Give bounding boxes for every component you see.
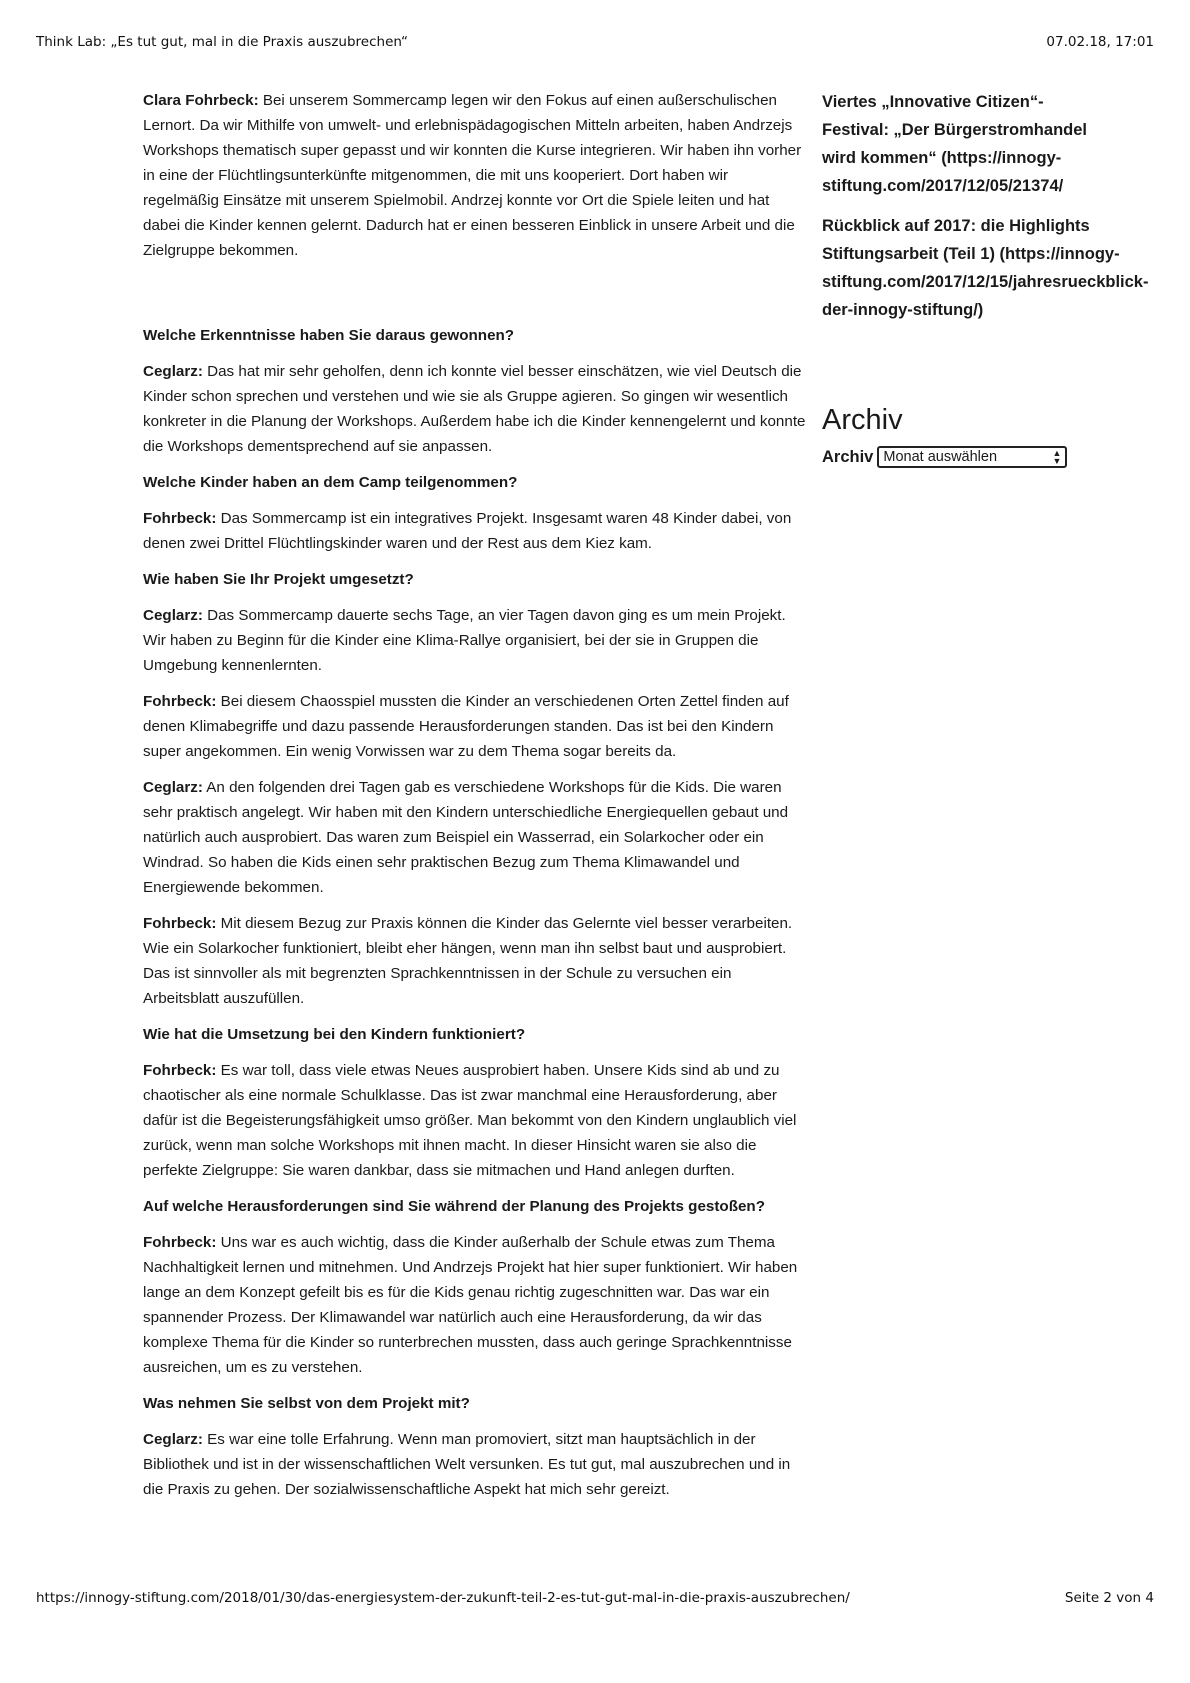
speaker-name: Fohrbeck: <box>143 1234 217 1251</box>
interview-answer <box>143 911 808 1011</box>
interview-answer <box>143 603 808 678</box>
archive-row <box>822 446 1092 468</box>
article-body <box>143 88 808 1513</box>
interview-answer <box>143 1427 808 1502</box>
select-arrows-icon: ▲ ▼ <box>1052 448 1062 466</box>
recent-post-line: wird kommen“ (https://innogy- <box>822 149 1062 167</box>
answer-text: Uns war es auch wichtig, dass die Kinder außerhalb der Schule etwas zum Thema Nachhaltigkeit lernen und mitnehmen. Und Andrzejs Projekt hat hier super funktioniert. Wir haben lange an dem Konzept gefeilt bis es für die Kids genau richtig zugeschnitten war. Das war ein spannender Prozess. Der Klimawandel war natürlich auch eine Herausforderung, da wir das komplexe Thema für die Kinder so runterbrechen mussten, dass auch geringe Sprachkenntnisse ausreichen, um es zu verstehen. <box>143 1234 798 1376</box>
interview-question: Auf welche Herausforderungen sind Sie während der Planung des Projekts gestoßen? <box>143 1198 765 1215</box>
interview-answer <box>143 88 808 263</box>
print-header-title: Think Lab: „Es tut gut, mal in die Praxis auszubrechen“ <box>36 34 408 50</box>
answer-text: Bei unserem Sommercamp legen wir den Fokus auf einen außerschulischen Lernort. Da wir Mithilfe von umwelt- und erlebnispädagogischen Mitteln arbeiten, haben Andrzejs Workshops thematisch super gepasst und wir konnten die Kurse integrieren. Wir haben ihn vorher in eine der Flüchtlingsunterkünfte mitgenommen, die mit uns kooperiert. Dort haben wir regelmäßig Einsätze mit unserem Spielmobil. Andrzej konnte vor Ort die Spiele leiten und hat dabei die Kinder kennen gelernt. Dadurch hat er einen besseren Einblick in unsere Arbeit und die Zielgruppe bekommen. <box>143 92 802 259</box>
recent-post-line: Stiftungsarbeit (Teil 1) (https://innogy- <box>822 245 1120 263</box>
answer-text: Mit diesem Bezug zur Praxis können die Kinder das Gelernte viel besser verarbeiten. Wie ein Solarkocher funktioniert, bleibt eher hängen, wenn man ihn selbst baut und ausprobiert. Das ist sinnvoller als mit begrenzten Sprachkenntnissen in der Schule zu versuchen ein Arbeitsblatt auszufüllen. <box>143 915 793 1007</box>
recent-post-line: stiftung.com/2017/12/05/21374/ <box>822 177 1064 195</box>
interview-answer <box>143 689 808 764</box>
recent-post-line: Viertes „Innovative Citizen“- <box>822 93 1044 111</box>
answer-text: An den folgenden drei Tagen gab es verschiedene Workshops für die Kids. Die waren sehr praktisch angelegt. Wir haben mit den Kindern unterschiedliche Energiequellen gebaut und natürlich auch ausprobiert. Das waren zum Beispiel ein Wasserrad, ein Solarkocher oder ein Windrad. So haben die Kids einen sehr praktischen Bezug zum Thema Klimawandel und Energiewende bekommen. <box>143 779 789 896</box>
interview-question: Welche Erkenntnisse haben Sie daraus gewonnen? <box>143 327 515 344</box>
print-footer-page: Seite 2 von 4 <box>1064 1590 1154 1606</box>
speaker-name: Ceglarz: <box>143 779 203 796</box>
speaker-name: Fohrbeck: <box>143 510 217 527</box>
archive-label: Archiv <box>822 447 874 466</box>
speaker-name: Fohrbeck: <box>143 693 217 710</box>
interview-answer <box>143 359 808 459</box>
recent-post-line: Rückblick auf 2017: die Highlights <box>822 217 1090 235</box>
speaker-name: Ceglarz: <box>143 363 203 380</box>
speaker-name: Ceglarz: <box>143 607 203 624</box>
answer-text: Es war toll, dass viele etwas Neues ausprobiert haben. Unsere Kids sind ab und zu chaotischer als eine normale Schulklasse. Das ist zwar manchmal eine Herausforderung, aber dafür ist die Begeisterungsfähigkeit umso größer. Man bekommt von den Kindern unglaublich viel zurück, wenn man solche Workshops mit ihnen macht. In dieser Hinsicht waren sie also die perfekte Zielgruppe: Sie waren dankbar, dass sie mitmachen und Hand anlegen durften. <box>143 1062 797 1179</box>
interview-answer <box>143 506 808 556</box>
recent-post-line: stiftung.com/2017/12/15/jahresrueckblick- <box>822 273 1149 291</box>
answer-text: Das Sommercamp dauerte sechs Tage, an vier Tagen davon ging es um mein Projekt. Wir haben zu Beginn für die Kinder eine Klima-Rallye organisiert, bei der sie in Gruppen die Umgebung kennenlernten. <box>143 607 786 674</box>
speaker-name: Fohrbeck: <box>143 1062 217 1079</box>
print-header-datetime: 07.02.18, 17:01 <box>1046 34 1154 50</box>
recent-post-link[interactable] <box>822 212 1149 324</box>
speaker-name: Clara Fohrbeck: <box>143 92 259 109</box>
answer-text: Es war eine tolle Erfahrung. Wenn man promoviert, sitzt man hauptsächlich in der Bibliothek und ist in der wissenschaftlichen Welt versunken. Es tut gut, mal auszubrechen und in die Praxis zu gehen. Der sozialwissenschaftliche Aspekt hat mich sehr gereizt. <box>143 1431 791 1498</box>
recent-post-line: Festival: „Der Bürgerstromhandel <box>822 121 1087 139</box>
interview-question: Wie haben Sie Ihr Projekt umgesetzt? <box>143 571 414 588</box>
recent-post-link[interactable] <box>822 88 1092 200</box>
interview-answer <box>143 1058 808 1183</box>
print-footer-url: https://innogy-stiftung.com/2018/01/30/das-energiesystem-der-zukunft-teil-2-es-tut-gut-mal-in-die-praxis-auszubrechen/ <box>36 1590 850 1606</box>
archive-heading: Archiv <box>822 404 903 436</box>
interview-question: Was nehmen Sie selbst von dem Projekt mit? <box>143 1395 470 1412</box>
interview-question: Wie hat die Umsetzung bei den Kindern funktioniert? <box>143 1026 526 1043</box>
speaker-name: Ceglarz: <box>143 1431 203 1448</box>
speaker-name: Fohrbeck: <box>143 915 217 932</box>
sidebar <box>822 88 1149 468</box>
archive-select-value: Monat auswählen <box>883 449 998 465</box>
interview-question: Welche Kinder haben an dem Camp teilgenommen? <box>143 474 518 491</box>
recent-posts-list <box>822 88 1149 324</box>
archive-month-select[interactable] <box>877 446 1067 468</box>
recent-post-line: der-innogy-stiftung/) <box>822 301 984 319</box>
interview-answer <box>143 775 808 900</box>
answer-text: Das hat mir sehr geholfen, denn ich konnte viel besser einschätzen, wie viel Deutsch die Kinder schon sprechen und verstehen und wie sie als Gruppe agieren. So gingen wir wesentlich konkreter in die Planung der Workshops. Außerdem habe ich die Kinder kennengelernt und konnte die Workshops dementsprechend auf sie anpassen. <box>143 363 806 455</box>
interview-answer <box>143 1230 808 1380</box>
answer-text: Bei diesem Chaosspiel mussten die Kinder an verschiedenen Orten Zettel finden auf denen Klimabegriffe und dazu passende Herausforderungen standen. Das ist bei den Kindern super angekommen. Ein wenig Vorwissen war zu dem Thema sogar bereits da. <box>143 693 789 760</box>
answer-text: Das Sommercamp ist ein integratives Projekt. Insgesamt waren 48 Kinder dabei, von denen zwei Drittel Flüchtlingskinder waren und der Rest aus dem Kiez kam. <box>143 510 792 552</box>
